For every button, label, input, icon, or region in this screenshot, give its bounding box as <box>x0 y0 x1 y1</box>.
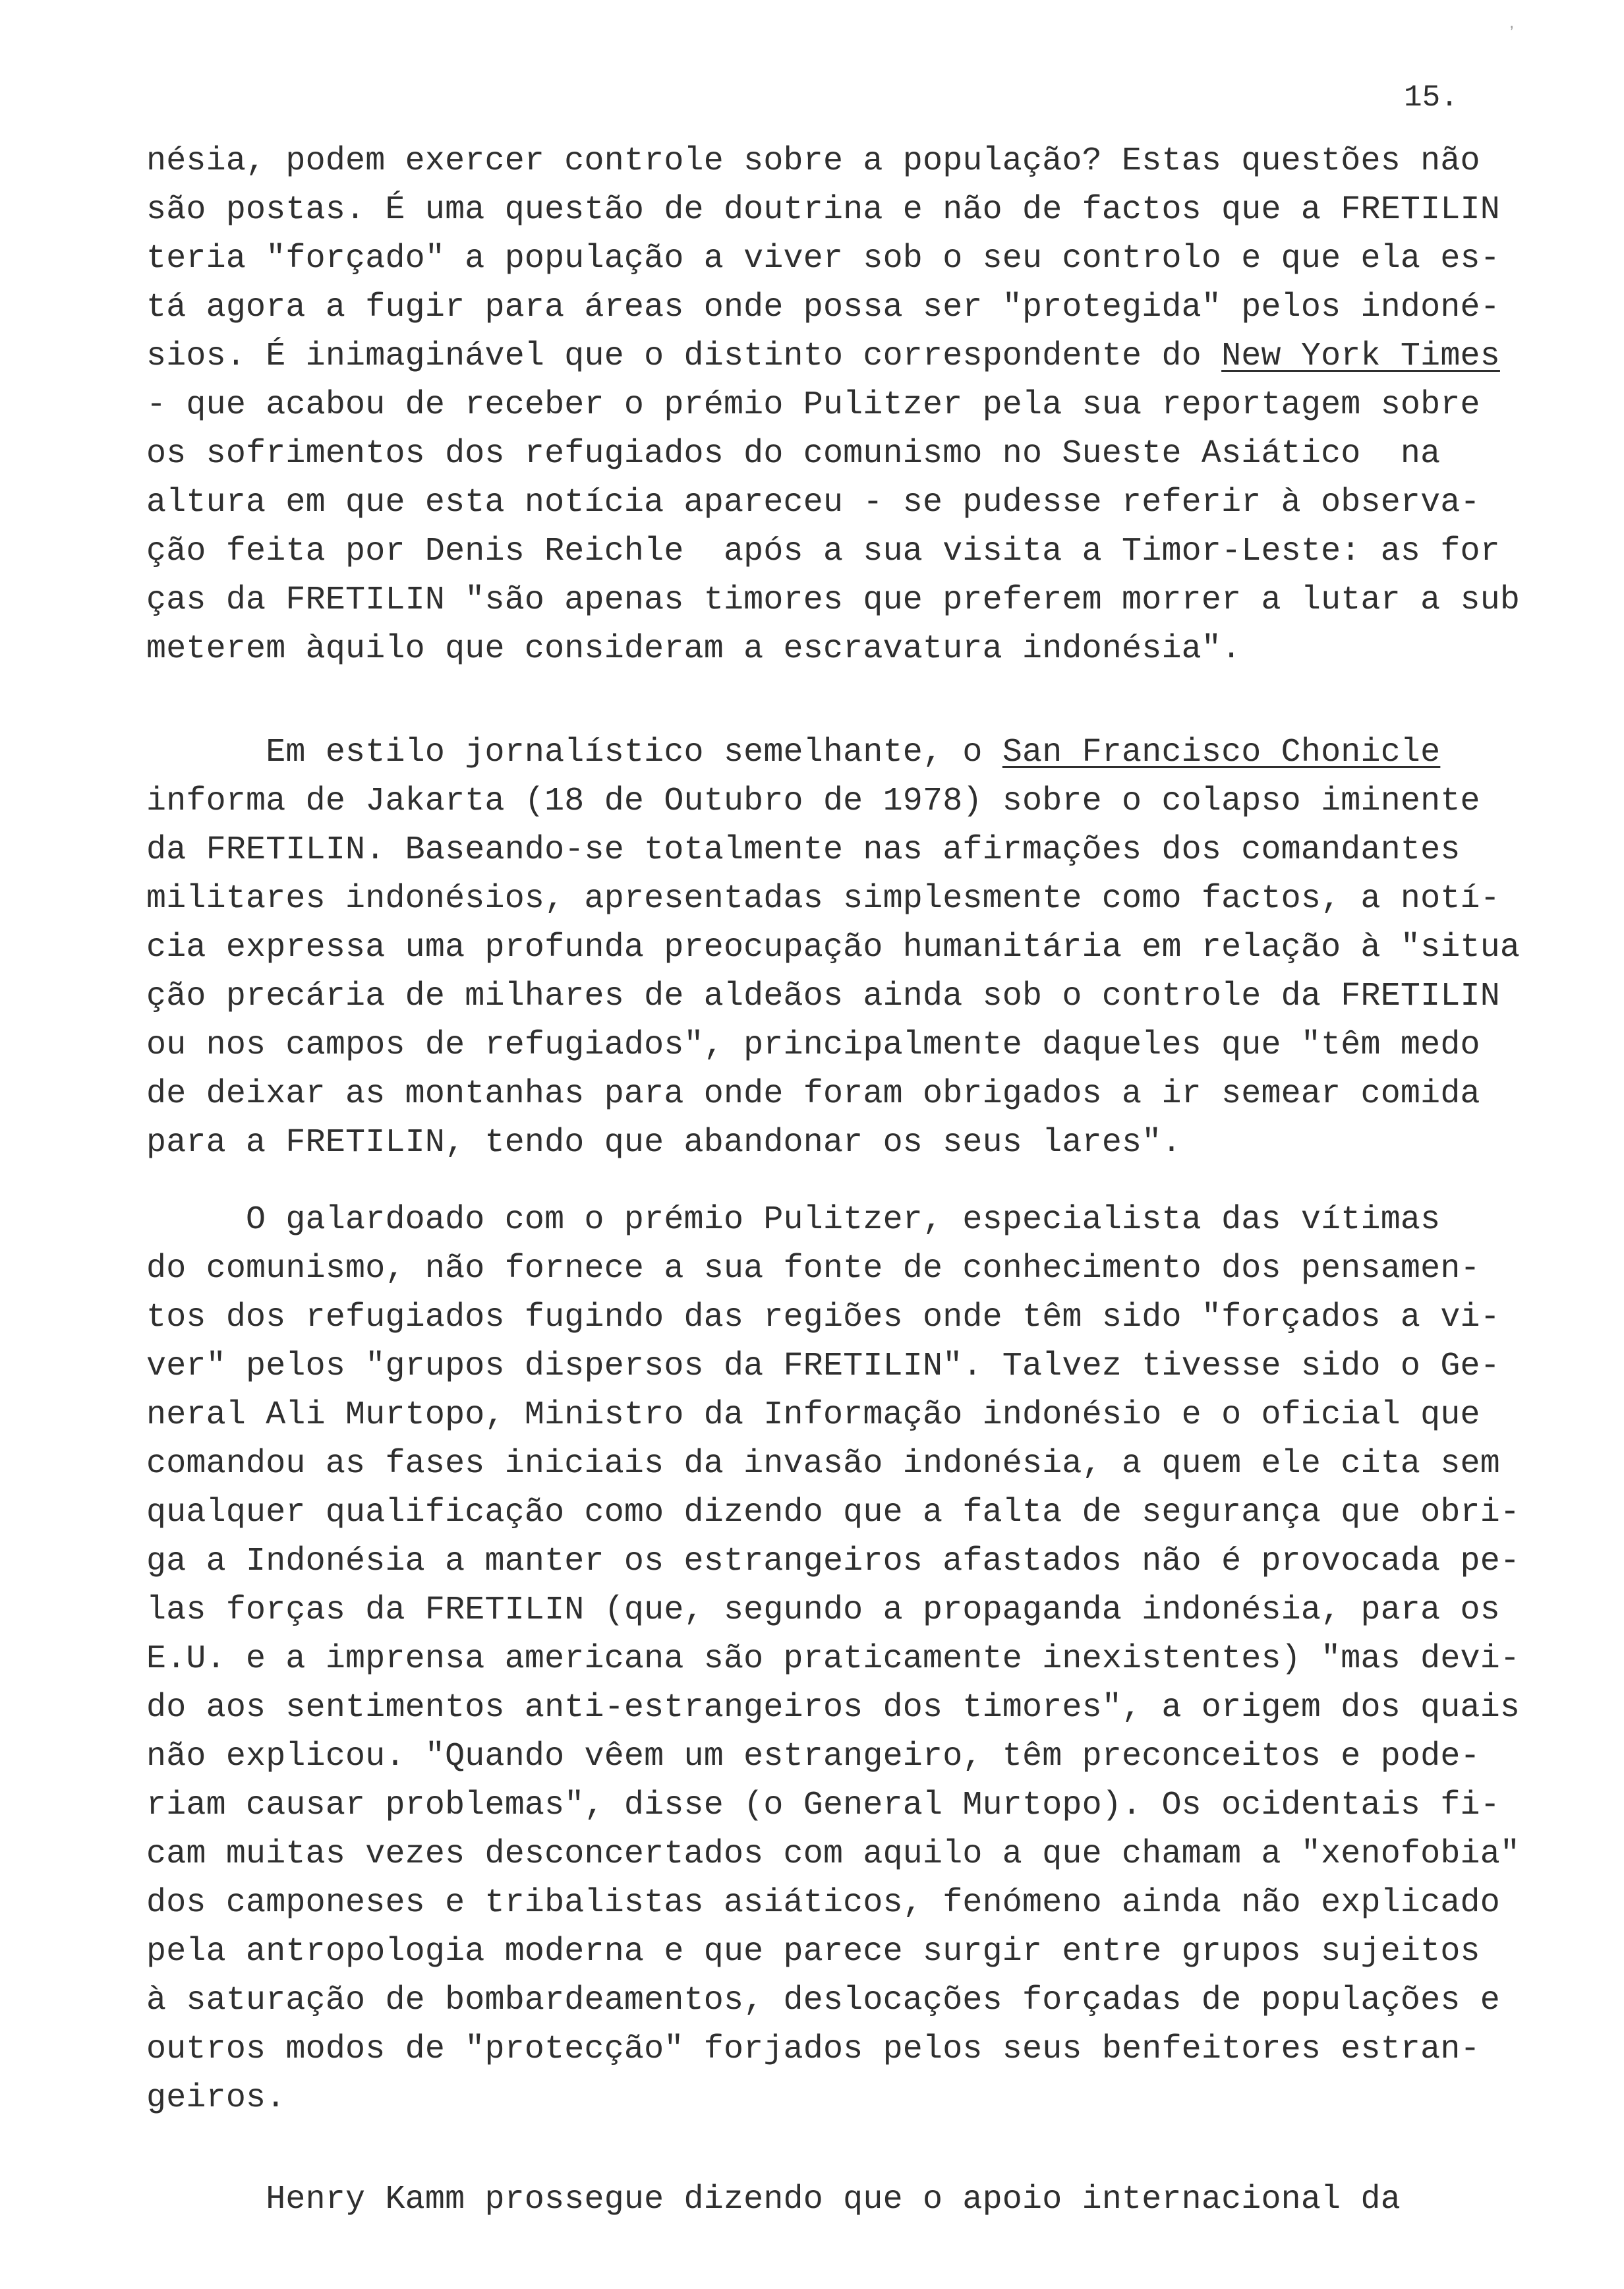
text-line <box>146 924 1544 972</box>
line-text: do aos sentimentos anti-estrangeiros dos timores", a origem dos quais <box>146 1689 1521 1727</box>
text-line <box>146 1021 1544 1070</box>
text-line <box>146 235 1544 283</box>
text-line <box>146 1781 1544 1830</box>
text-line <box>146 479 1544 527</box>
text-line <box>146 381 1544 430</box>
text-line <box>146 2025 1544 2074</box>
text-line <box>146 332 1544 381</box>
line-text: não explicou. "Quando vêem um estrangeiro, têm preconceitos e pode- <box>146 1738 1480 1775</box>
line-text: Henry Kamm prossegue dizendo que o apoio internacional da <box>146 2181 1401 2218</box>
text-line <box>146 186 1544 235</box>
line-text: tá agora a fugir para áreas onde possa ser "protegida" pelos indoné- <box>146 289 1500 326</box>
text-line <box>146 1119 1544 1168</box>
text-line <box>146 1440 1544 1489</box>
line-text: - que acabou de receber o prémio Pulitzer pela sua reportagem sobre <box>146 386 1480 424</box>
page-number: 15. <box>1404 80 1459 115</box>
text-line <box>146 1684 1544 1733</box>
text-line <box>146 283 1544 332</box>
line-text: las forças da FRETILIN (que, segundo a propaganda indonésia, para os <box>146 1591 1500 1629</box>
text-line <box>146 137 1544 186</box>
text-line <box>146 1293 1544 1342</box>
text-line <box>146 1928 1544 1977</box>
text-line <box>146 2176 1544 2224</box>
line-text: ga a Indonésia a manter os estrangeiros afastados não é provocada pe- <box>146 1543 1521 1580</box>
line-text: teria "forçado" a população a viver sob o seu controlo e que ela es- <box>146 240 1500 278</box>
text-line <box>146 430 1544 479</box>
text-line <box>146 1489 1544 1537</box>
text-line <box>146 1977 1544 2025</box>
text-line <box>146 1391 1544 1440</box>
text-line <box>146 625 1544 674</box>
line-text: qualquer qualificação como dizendo que a falta de segurança que obri- <box>146 1494 1521 1531</box>
line-text: tos dos refugiados fugindo das regiões onde têm sido "forçados a vi- <box>146 1299 1500 1336</box>
text-line <box>146 1537 1544 1586</box>
line-text: Em estilo jornalístico semelhante, o <box>146 734 1002 771</box>
underlined-title: New York Times <box>1221 338 1500 375</box>
text-line <box>146 777 1544 826</box>
line-text: do comunismo, não fornece a sua fonte de conhecimento dos pensamen- <box>146 1250 1480 1288</box>
text-line <box>146 1733 1544 1781</box>
line-text: militares indonésios, apresentadas simplesmente como factos, a notí- <box>146 880 1500 918</box>
text-line <box>146 826 1544 875</box>
text-line <box>146 576 1544 625</box>
line-text: O galardoado com o prémio Pulitzer, especialista das vítimas <box>146 1201 1441 1239</box>
line-text: ças da FRETILIN "são apenas timores que preferem morrer a lutar a sub <box>146 581 1521 619</box>
text-line <box>146 527 1544 576</box>
corner-mark: , <box>1509 12 1515 32</box>
text-line <box>146 1586 1544 1635</box>
line-text: ou nos campos de refugiados", principalmente daqueles que "têm medo <box>146 1026 1480 1064</box>
line-text: neral Ali Murtopo, Ministro da Informação indonésio e o oficial que <box>146 1396 1480 1434</box>
line-text: para a FRETILIN, tendo que abandonar os seus lares". <box>146 1124 1182 1162</box>
line-text: são postas. É uma questão de doutrina e não de factos que a FRETILIN <box>146 191 1500 229</box>
text-line <box>146 1070 1544 1119</box>
text-line <box>146 1342 1544 1391</box>
text-line <box>146 1196 1544 1245</box>
line-text: os sofrimentos dos refugiados do comunismo no Sueste Asiático na <box>146 435 1441 473</box>
line-text: pela antropologia moderna e que parece surgir entre grupos sujeitos <box>146 1933 1480 1971</box>
text-line <box>146 728 1544 777</box>
line-text: da FRETILIN. Baseando-se totalmente nas afirmações dos comandantes <box>146 831 1461 869</box>
line-text: de deixar as montanhas para onde foram obrigados a ir semear comida <box>146 1075 1480 1113</box>
line-text: riam causar problemas", disse (o General Murtopo). Os ocidentais fi- <box>146 1787 1500 1824</box>
text-line <box>146 1245 1544 1293</box>
line-text: nésia, podem exercer controle sobre a população? Estas questões não <box>146 142 1480 180</box>
line-text: à saturação de bombardeamentos, deslocações forçadas de populações e <box>146 1982 1500 2019</box>
line-text: meterem àquilo que consideram a escravatura indonésia". <box>146 630 1242 668</box>
line-text: informa de Jakarta (18 de Outubro de 1978) sobre o colapso iminente <box>146 783 1480 820</box>
line-text: cia expressa uma profunda preocupação humanitária em relação à "situa <box>146 929 1521 966</box>
line-text: altura em que esta notícia apareceu - se pudesse referir à observa- <box>146 484 1480 521</box>
line-text: cam muitas vezes desconcertados com aquilo a que chamam a "xenofobia" <box>146 1835 1521 1873</box>
line-text: ver" pelos "grupos dispersos da FRETILIN". Talvez tivesse sido o Ge- <box>146 1348 1500 1385</box>
line-text: sios. É inimaginável que o distinto correspondente do <box>146 338 1222 375</box>
line-text: ção feita por Denis Reichle após a sua visita a Timor-Leste: as for <box>146 533 1500 570</box>
text-line <box>146 1635 1544 1684</box>
line-text: dos camponeses e tribalistas asiáticos, fenómeno ainda não explicado <box>146 1884 1500 1922</box>
text-line <box>146 2074 1544 2123</box>
line-text: geiros. <box>146 2079 286 2117</box>
line-text: comandou as fases iniciais da invasão indonésia, a quem ele cita sem <box>146 1445 1500 1483</box>
line-text: E.U. e a imprensa americana são praticamente inexistentes) "mas devi- <box>146 1640 1521 1678</box>
text-line <box>146 972 1544 1021</box>
underlined-title: San Francisco Chonicle <box>1002 734 1441 771</box>
text-line <box>146 875 1544 924</box>
line-text: outros modos de "protecção" forjados pelos seus benfeitores estran- <box>146 2031 1480 2068</box>
text-line <box>146 1879 1544 1928</box>
text-line <box>146 1830 1544 1879</box>
line-text: ção precária de milhares de aldeãos ainda sob o controle da FRETILIN <box>146 978 1500 1015</box>
